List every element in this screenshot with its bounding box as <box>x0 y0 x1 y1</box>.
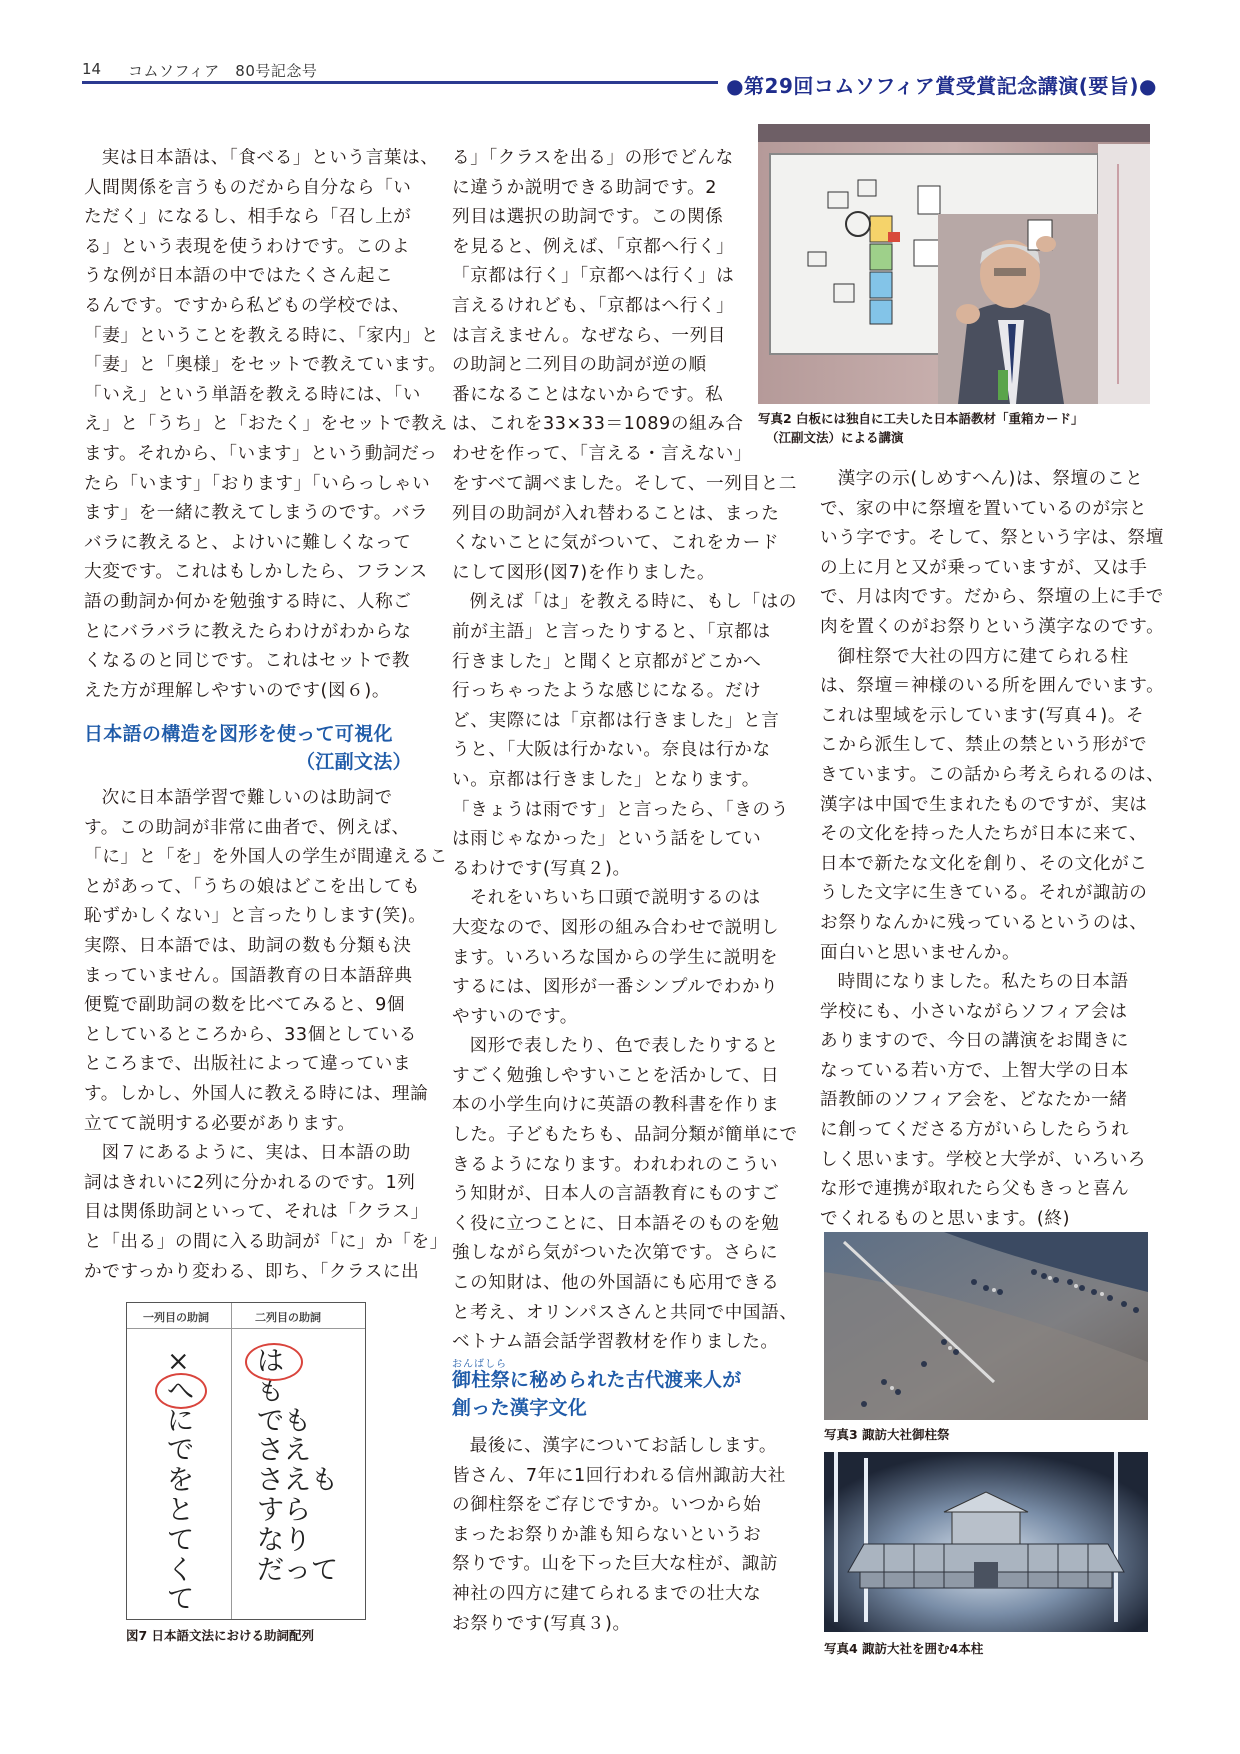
photo-3-onbashira <box>824 1232 1148 1420</box>
text-line: 便覧で副助詞の数を比べてみると、9個 <box>84 995 406 1016</box>
text-line: ます。それから、「います」という動詞だっ <box>84 443 438 464</box>
paragraph <box>452 144 753 470</box>
text-line: 大変なので、図形の組み合わせで説明し <box>452 917 780 938</box>
text-line: す。しかし、外国人に教える時には、理論 <box>84 1083 429 1104</box>
photo-2-image <box>758 124 1150 404</box>
figure-7-col2-header: 二列目の助詞 <box>255 1311 321 1324</box>
text-line: 例えば「は」を教える時に、もし「はの <box>469 592 798 613</box>
paragraph <box>84 784 448 1139</box>
text-line: ます。いろいろな国からの学生に説明を <box>452 947 779 968</box>
text-line: ありますので、今日の講演をお聞きに <box>820 1031 1129 1052</box>
text-line: 大変です。これはもしかしたら、フランス <box>84 562 428 583</box>
photo-3-image <box>824 1232 1148 1420</box>
text-line: 「に」と「を」を外国人の学生が間違えるこ <box>84 847 448 868</box>
text-line: ただく」になるし、相手なら「召し上が <box>84 207 412 228</box>
particle-item: て <box>167 1584 194 1616</box>
text-line: に創ってくださる方がいらしたらうれ <box>820 1120 1130 1141</box>
text-line: としているところから、33個としている <box>84 1024 417 1045</box>
text-line: は雨じゃなかった」という話をしてい <box>452 829 762 850</box>
paragraph <box>820 643 1165 969</box>
photo-4-caption: 写真4 諏訪大社を囲む4本柱 <box>824 1641 984 1656</box>
text-line: 日本で新たな文化を創り、その文化がこ <box>820 853 1148 874</box>
header-rule <box>82 81 718 84</box>
particle-item: て <box>167 1524 194 1556</box>
photo-2-caption-line1: 写真2 白板には独自に工夫した日本語教材「重箱カード」 <box>758 411 1084 426</box>
text-line: 祭りです。山を下った巨大な柱が、諏訪 <box>452 1554 779 1575</box>
particle-item: も <box>257 1375 284 1407</box>
text-line: 「いえ」という単語を教える時には、「い <box>84 384 421 405</box>
text-line: こから派生して、禁止の禁という形がで <box>820 735 1148 756</box>
text-line: く役に立つことに、日本語そのものを勉 <box>452 1213 780 1234</box>
text-line: その文化を持った人たちが日本に来て、 <box>820 824 1148 845</box>
text-line: えた方が理解しやすいのです(図６)。 <box>84 680 391 701</box>
photo-4-image <box>824 1452 1148 1632</box>
text-line: しく思います。学校と大学が、いろいろ <box>820 1149 1147 1170</box>
particle-item: さえ <box>257 1435 311 1467</box>
paragraph <box>452 884 798 1032</box>
text-line: は言えません。なぜなら、一列目 <box>452 325 726 346</box>
text-line: 立てて説明する必要があります。 <box>84 1113 356 1134</box>
text-line: 恥ずかしくない」と言ったりします(笑)。 <box>84 906 427 927</box>
text-line: 強しながら気がついた次第です。さらに <box>452 1243 779 1264</box>
particle-item: く <box>167 1554 194 1586</box>
text-line: にして図形(図7)を作りました。 <box>452 562 716 583</box>
text-line: 実際、日本語では、助詞の数も分類も決 <box>84 935 412 956</box>
text-line: やすいのです。 <box>452 1006 578 1027</box>
text-line: に違うか説明できる助詞です。2 <box>452 177 718 198</box>
text-line: きています。この話から考えられるのは、 <box>820 764 1165 785</box>
text-line: それをいちいち口頭で説明するのは <box>469 888 761 909</box>
particle-item: を <box>167 1465 194 1497</box>
text-line: ところまで、出版社によって違っていま <box>84 1054 412 1075</box>
text-line: 「きょうは雨です」と言ったら、「きのう <box>452 799 789 820</box>
text-line: 面白いと思いませんか。 <box>820 942 1021 963</box>
text-line: 言えるけれども、「京都はへ行く」 <box>452 295 735 316</box>
text-line: う知財が、日本人の言語教育にものすご <box>452 1184 780 1205</box>
text-line: バラに教えると、よけいに難しくなって <box>84 532 412 553</box>
text-line: うな例が日本語の中ではたくさん起こ <box>84 266 394 287</box>
text-line: 漢字は中国で生まれたものですが、実は <box>820 794 1148 815</box>
text-line: うと、「大阪は行かない。奈良は行かな <box>452 740 771 761</box>
text-line: で、月は肉です。だから、祭壇の上に手で <box>820 587 1164 608</box>
particle-item: でも <box>257 1405 311 1437</box>
column-1-upper <box>84 144 448 706</box>
text-line: この知財は、他の外国語にも応用できる <box>452 1273 780 1294</box>
text-line: ど、実際には「京都は行きました」と言 <box>452 710 780 731</box>
text-line: 時間になりました。私たちの日本語 <box>837 972 1129 993</box>
figure-7-caption: 図7 日本語文法における助詞配列 <box>126 1628 315 1643</box>
text-line: 本の小学生向けに英語の教科書を作りま <box>452 1095 780 1116</box>
page-number: 14 <box>82 60 102 78</box>
text-line: 図７にあるように、実は、日本語の助 <box>101 1143 411 1164</box>
text-line: まっていません。国語教育の日本語辞典 <box>84 965 413 986</box>
text-line: 詞はきれいに2列に分かれるのです。1列 <box>84 1172 416 1193</box>
column-1-lower <box>84 784 448 1287</box>
text-line: 最後に、漢字についてお話しします。 <box>469 1436 778 1456</box>
particle-item: なり <box>257 1524 311 1556</box>
paragraph <box>452 588 798 884</box>
particle-item: へ <box>167 1375 194 1407</box>
text-line: お祭りです(写真３)。 <box>452 1613 631 1634</box>
text-line: 前が主語」と言ったりすると、「京都は <box>452 621 771 642</box>
text-line: の上に月と又が乗っていますが、又は手 <box>820 557 1148 578</box>
text-line: い。京都は行きました」となります。 <box>452 769 760 790</box>
column-3 <box>820 465 1165 1234</box>
text-line: 御柱祭で大社の四方に建てられる柱 <box>837 646 1129 667</box>
particle-item: と <box>167 1494 194 1526</box>
text-line: 漢字の示(しめすへん)は、祭壇のこと <box>837 469 1144 489</box>
text-line: なっている若い方で、上智大学の日本 <box>820 1060 1129 1081</box>
text-line: 人間関係を言うものだから自分なら「い <box>84 177 412 198</box>
photo-4-shrine <box>824 1452 1148 1632</box>
text-line: 「妻」ということを教える時に、「家内」と <box>84 325 440 346</box>
highlight-circle <box>245 1343 303 1381</box>
text-line: 「京都は行く」「京都へは行く」は <box>452 266 735 287</box>
text-line: で、家の中に祭壇を置いているのが宗と <box>820 498 1148 519</box>
paragraph <box>84 144 448 706</box>
photo-2-caption-line2: （江副文法）による講演 <box>766 430 904 445</box>
figure-7-header <box>127 1303 365 1329</box>
text-line: 列目の助詞が入れ替わることは、まった <box>452 503 780 524</box>
text-line: る」という表現を使うわけです。このよ <box>84 236 411 257</box>
text-line: これは聖域を示しています(写真４)。そ <box>820 705 1145 726</box>
section-banner: ●第29回コムソフィア賞受賞記念講演(要旨)● <box>726 74 1157 98</box>
text-line: 語教師のソフィア会を、どなたか一緒 <box>820 1090 1128 1111</box>
text-line: な形で連携が取れたら父もきっと喜ん <box>820 1179 1130 1200</box>
text-line: ベトナム語会話学習教材を作りました。 <box>452 1332 779 1353</box>
particle-item: すら <box>257 1494 311 1526</box>
text-line: 実は日本語は、「食べる」という言葉は、 <box>101 148 439 168</box>
text-line: すごく勉強しやすいことを活かして、日 <box>452 1065 780 1086</box>
text-line: 番になることはないからです。私 <box>452 384 724 405</box>
text-line: は、これを33×33＝1089の組み合 <box>452 414 744 435</box>
particle-item: さえも <box>257 1465 338 1497</box>
text-line: するには、図形が一番シンプルでわかり <box>452 977 779 998</box>
publication-name: コムソフィア 80号記念号 <box>128 62 318 80</box>
text-line: 神社の四方に建てられるまでの壮大な <box>452 1583 762 1604</box>
paragraph <box>84 1139 448 1287</box>
text-line: 学校にも、小さいながらソフィア会は <box>820 1001 1128 1022</box>
section-heading-1-line2: （江副文法） <box>296 751 412 773</box>
section-heading-1-line1: 日本語の構造を図形を使って可視化 <box>84 723 393 745</box>
text-line: とにバラバラに教えたらわけがわからな <box>84 621 412 642</box>
text-line: と「出る」の間に入る助詞が「に」か「を」 <box>84 1231 448 1252</box>
paragraph <box>452 1032 798 1358</box>
text-line: す。この助詞が非常に曲者で、例えば、 <box>84 817 410 838</box>
text-line: るわけです(写真２)。 <box>452 858 631 879</box>
particle-item: × <box>167 1346 190 1377</box>
text-line: した。子どもたちも、品詞分類が簡単にで <box>452 1125 798 1146</box>
column-2-lower <box>452 470 798 1358</box>
text-line: 列目は選択の助詞です。この関係 <box>452 207 724 228</box>
particle-item: で <box>167 1435 194 1467</box>
text-line: 図形で表したり、色で表したりすると <box>469 1036 779 1057</box>
paragraph <box>820 968 1160 1234</box>
text-line: 行きました」と聞くと京都がどこかへ <box>452 651 762 672</box>
text-line: まったお祭りか誰も知らないというお <box>452 1524 762 1545</box>
particle-item: は <box>257 1346 284 1377</box>
text-line: るんです。ですから私どもの学校では、 <box>84 295 411 316</box>
text-line: ます」を一緒に教えてしまうのです。バラ <box>84 503 429 524</box>
text-line: と考え、オリンパスさんと共同で中国語、 <box>452 1302 798 1323</box>
text-line: きるようになります。われわれのこうい <box>452 1154 779 1175</box>
text-line: の助詞と二列目の助詞が逆の順 <box>452 355 707 376</box>
column-2-upper <box>452 144 753 470</box>
text-line: 皆さん、7年に1回行われる信州諏訪大社 <box>452 1465 786 1486</box>
text-line: 目は関係助詞といって、それは「クラス」 <box>84 1202 429 1223</box>
figure-7-col1-header: 一列目の助詞 <box>143 1311 209 1324</box>
page-header <box>82 58 1157 98</box>
text-line: る」「クラスを出る」の形でどんな <box>452 148 734 168</box>
text-line: お祭りなんかに残っているというのは、 <box>820 912 1148 933</box>
text-line: 「妻」と「奥様」をセットで教えています。 <box>84 355 447 376</box>
column-2-final <box>452 1432 798 1639</box>
paragraph <box>452 1432 798 1639</box>
photo-2-lecture <box>758 124 1150 404</box>
figure-7-divider <box>231 1303 232 1619</box>
text-line: 次に日本語学習で難しいのは助詞で <box>101 788 393 808</box>
text-line: うした文字に生きている。それが諏訪の <box>820 883 1148 904</box>
text-line: 語の動詞か何かを勉強する時に、人称ご <box>84 591 412 612</box>
text-line: を見ると、例えば、「京都へ行く」 <box>452 236 735 257</box>
highlight-circle <box>155 1373 207 1409</box>
text-line: いう字です。そして、祭という字は、祭壇 <box>820 528 1164 549</box>
figure-7-particle-table <box>126 1302 366 1620</box>
text-line: でくれるものと思います。(終) <box>820 1208 1071 1229</box>
text-line: は、祭壇＝神様のいる所を囲んでいます。 <box>820 676 1165 697</box>
text-line: をすべて調べました。そして、一列目と二 <box>452 474 797 494</box>
text-line: え」と「うち」と「おたく」をセットで教え <box>84 414 448 435</box>
section-heading-2-line1: 御柱祭に秘められた古代渡来人が <box>452 1369 742 1391</box>
text-line: 行っちゃったような感じになる。だけ <box>452 681 762 702</box>
particle-item: だって <box>257 1554 338 1586</box>
photo-3-caption: 写真3 諏訪大社御柱祭 <box>824 1427 950 1442</box>
text-line: 肉を置くのがお祭りという漢字なのです。 <box>820 616 1165 637</box>
text-line: の御柱祭をご存じですか。いつから始 <box>452 1495 762 1516</box>
text-line: わせを作って、「言える・言えない」 <box>452 443 753 464</box>
text-line: とがあって、「うちの娘はどこを出しても <box>84 876 421 897</box>
text-line: くないことに気がついて、これをカード <box>452 533 780 554</box>
text-line: くなるのと同じです。これはセットで教 <box>84 651 411 672</box>
paragraph <box>820 465 1165 643</box>
paragraph <box>452 470 798 588</box>
figure-7-col2-list <box>257 1347 338 1585</box>
text-line: かですっかり変わる、即ち、「クラスに出 <box>84 1261 420 1282</box>
ruby-annotation: おんばしら <box>452 1359 507 1370</box>
section-heading-2-line2: 創った漢字文化 <box>452 1397 588 1419</box>
particle-item: に <box>167 1405 194 1437</box>
text-line: たら「います」「おります」「いらっしゃい <box>84 473 431 494</box>
